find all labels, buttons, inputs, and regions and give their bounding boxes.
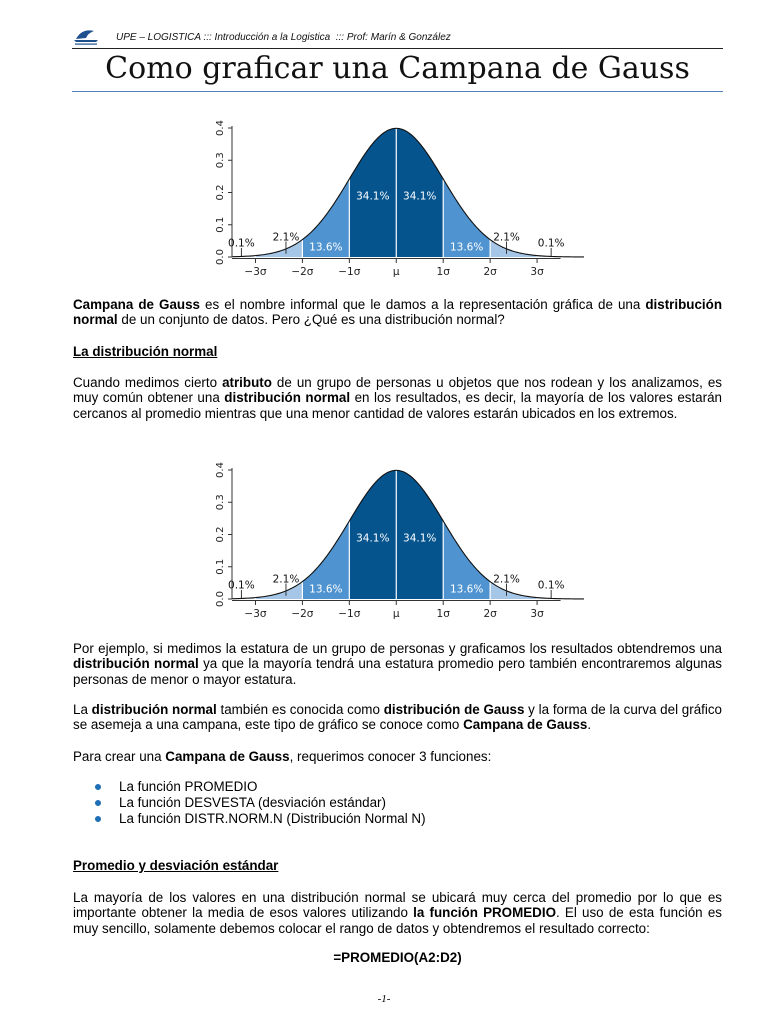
bullet-icon	[95, 784, 101, 790]
text-run: es el nombre informal que le damos a la representación gráfica de una	[199, 297, 646, 312]
x-tick-label-2: −1σ	[338, 266, 361, 278]
region-label-0: 0.1%	[228, 237, 255, 250]
y-tick-label-3: 0.3	[215, 152, 226, 169]
list-item-text: La función PROMEDIO	[119, 779, 258, 794]
text-run: La	[73, 702, 92, 717]
text-run: también es conocida como	[216, 702, 384, 717]
x-tick-label-5: 2σ	[483, 266, 497, 278]
gauss-chart-2	[198, 452, 590, 620]
list-item-text: La función DISTR.NORM.N (Distribución Normal N)	[119, 811, 426, 826]
text-run: de un grupo de personas u objetos que nos rodean y los analizamos, es muy común obtener una	[73, 375, 722, 406]
x-tick-label-6: 3σ	[530, 608, 544, 620]
region-label-5: 13.6%	[449, 241, 484, 254]
paragraph-promedio	[73, 890, 722, 936]
y-tick-label-0: 0.0	[215, 249, 226, 265]
y-tick-label-2: 0.2	[215, 526, 226, 543]
x-tick-label-1: −2σ	[291, 266, 314, 278]
y-tick-label-0: 0.0	[215, 591, 226, 607]
y-tick-label-2: 0.2	[215, 184, 226, 201]
x-tick-label-4: 1σ	[436, 608, 450, 620]
text-run: y la forma de la curva del gráfico se asemeja a una campana, este tipo de gráfico se conoce como	[73, 702, 722, 733]
x-tick-label-3: μ	[392, 608, 400, 620]
paragraph-atributo	[73, 375, 722, 421]
region-label-7: 0.1%	[537, 579, 565, 592]
region-label-6: 2.1%	[493, 573, 520, 586]
region-label-4: 34.1%	[403, 532, 437, 545]
formula: =PROMEDIO(A2:D2)	[333, 950, 462, 965]
term-campana: Campana de Gauss	[73, 297, 200, 312]
function-list	[73, 779, 722, 827]
x-tick-label-0: −3σ	[244, 266, 267, 278]
text-run: .	[587, 717, 592, 733]
x-tick-label-1: −2σ	[291, 608, 314, 620]
y-tick-label-1: 0.1	[215, 558, 226, 575]
region-label-4: 34.1%	[403, 190, 437, 203]
region-label-6: 2.1%	[493, 231, 520, 244]
x-tick-label-6: 3σ	[530, 266, 544, 278]
term-distribucion: distribución normal	[224, 390, 351, 406]
region-label-2: 13.6%	[309, 583, 343, 596]
y-tick-label-1: 0.1	[215, 216, 226, 233]
upe-logo-icon	[72, 26, 102, 46]
term-atributo: atributo	[222, 375, 272, 390]
bullet-icon	[95, 800, 101, 806]
region-label-7: 0.1%	[537, 237, 565, 250]
term-campana: Campana de Gauss	[165, 749, 290, 764]
paragraph-funciones	[73, 749, 722, 764]
x-tick-label-4: 1σ	[436, 266, 450, 278]
text-run: en los resultados, es decir, la mayoría de los valores estarán cercanos al promedio mientras que una menor cantidad de valores estarán ubicados en los extremos.	[73, 390, 722, 421]
term-gauss: distribución de Gauss	[383, 702, 525, 717]
list-item	[73, 811, 722, 827]
text-run: Cuando medimos cierto	[73, 375, 223, 390]
list-item	[73, 779, 722, 795]
region-label-3: 34.1%	[356, 532, 390, 545]
region-label-3: 34.1%	[356, 190, 390, 203]
text-run: de un conjunto de datos. Pero ¿Qué es una distribución normal?	[117, 312, 505, 328]
page-header	[72, 22, 723, 48]
term-distribucion: distribución normal	[91, 702, 217, 717]
term-campana: Campana de Gauss	[463, 717, 588, 733]
y-tick-label-3: 0.3	[215, 494, 226, 511]
y-tick-label-4: 0.4	[215, 120, 226, 136]
x-tick-label-3: μ	[392, 266, 400, 278]
header-text: UPE – LOGISTICA ::: Introducción a la Logistica ::: Prof: Marín & González	[116, 32, 451, 43]
x-tick-label-2: −1σ	[338, 608, 361, 620]
term-funcion-promedio: la función PROMEDIO	[413, 905, 556, 921]
paragraph-intro	[73, 297, 722, 328]
text-run: Por ejemplo, si medimos la estatura de un grupo de personas y graficamos los resultados obtendremos una	[73, 641, 722, 656]
gauss-chart-1	[198, 110, 590, 278]
text-run: . El uso de esta función es muy sencillo, solamente debemos colocar el rango de datos y obtendremos el resultado correcto:	[73, 905, 722, 936]
list-item-text: La función DESVESTA (desviación estándar)	[119, 795, 386, 810]
region-label-0: 0.1%	[228, 579, 255, 592]
x-tick-label-5: 2σ	[483, 608, 497, 620]
y-tick-label-4: 0.4	[215, 462, 226, 478]
text-run: La mayoría de los valores en una distribución normal se ubicará muy cerca del promedio por lo que es importante obtener la media de esos valores utilizando	[73, 890, 722, 921]
title-rule	[72, 91, 723, 92]
term-distribucion: distribución normal	[73, 297, 722, 328]
heading-distribucion-normal: La distribución normal	[73, 344, 218, 359]
heading-promedio: Promedio y desviación estándar	[73, 858, 279, 873]
text-run: Para crear una	[73, 749, 166, 764]
paragraph-ejemplo	[73, 641, 722, 687]
region-label-1: 2.1%	[272, 573, 300, 586]
bullet-icon	[95, 816, 101, 822]
text-run: , requerimos conocer 3 funciones:	[289, 749, 492, 764]
page-number: -1-	[377, 993, 391, 1005]
term-distribucion: distribución normal	[73, 656, 199, 672]
paragraph-gauss	[73, 702, 722, 733]
list-item	[73, 795, 722, 811]
region-label-5: 13.6%	[449, 583, 484, 596]
text-run: ya que la mayoría tendrá una estatura promedio pero también encontraremos algunas personas de menor o mayor estatura.	[73, 656, 722, 687]
x-tick-label-0: −3σ	[244, 608, 267, 620]
region-label-1: 2.1%	[272, 231, 300, 244]
region-label-2: 13.6%	[309, 241, 343, 254]
page-title: Como graficar una Campana de Gauss	[105, 51, 690, 86]
